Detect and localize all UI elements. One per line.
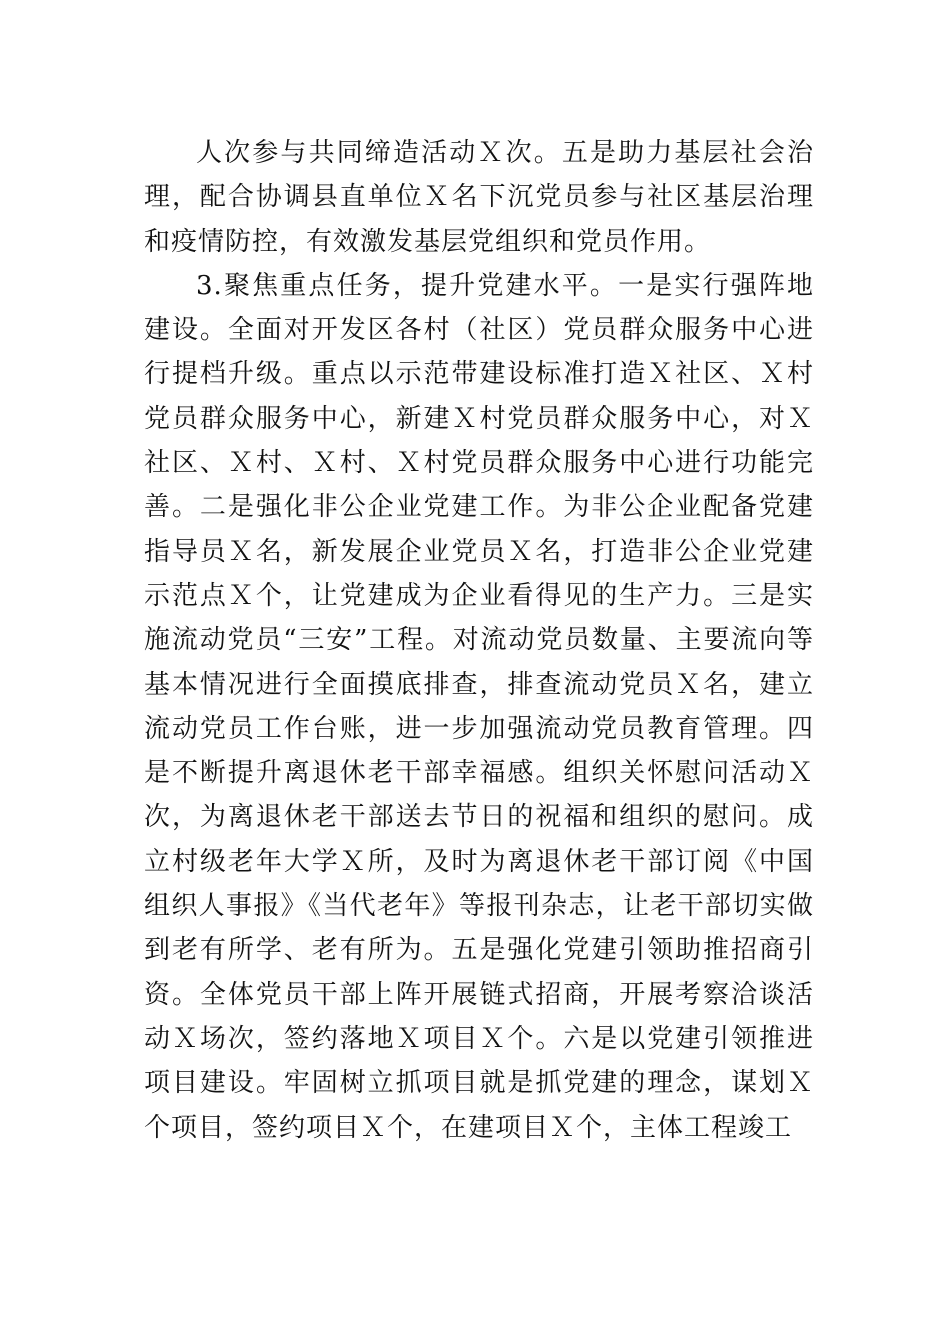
paragraph-community-governance: 人次参与共同缔造活动Ｘ次。五是助力基层社会治理，配合协调县直单位Ｘ名下沉党员参与社区基层治理和疫情防控，有效激发基层党组织和党员作用。 — [144, 138, 814, 257]
document-body — [144, 131, 814, 1150]
paragraph-party-building-tasks: 3.聚焦重点任务，提升党建水平。一是实行强阵地建设。全面对开发区各村（社区）党员群众服务中心进行提档升级。重点以示范带建设标准打造Ｘ社区、Ｘ村党员群众服务中心，新建Ｘ村党员群众服务中心，对Ｘ社区、Ｘ村、Ｘ村、Ｘ村党员群众服务中心进行功能完善。二是强化非公企业党建工作。为非公企业配备党建指导员Ｘ名，新发展企业党员Ｘ名，打造非公企业党建示范点Ｘ个，让党建成为企业看得见的生产力。三是实施流动党员“三安”工程。对流动党员数量、主要流向等基本情况进行全面摸底排查，排查流动党员Ｘ名，建立流动党员工作台账，进一步加强流动党员教育管理。四是不断提升离退休老干部幸福感。组织关怀慰问活动Ｘ次，为离退休老干部送去节日的祝福和组织的慰问。成立村级老年大学Ｘ所，及时为离退休老干部订阅《中国组织人事报》《当代老年》等报刊杂志，让老干部切实做到老有所学、老有所为。五是强化党建引领助推招商引资。全体党员干部上阵开展链式招商，开展考察洽谈活动Ｘ场次，签约落地Ｘ项目Ｘ个。六是以党建引领推进项目建设。牢固树立抓项目就是抓党建的理念，谋划Ｘ个项目，签约项目Ｘ个，在建项目Ｘ个，主体工程竣工 — [144, 270, 814, 1143]
